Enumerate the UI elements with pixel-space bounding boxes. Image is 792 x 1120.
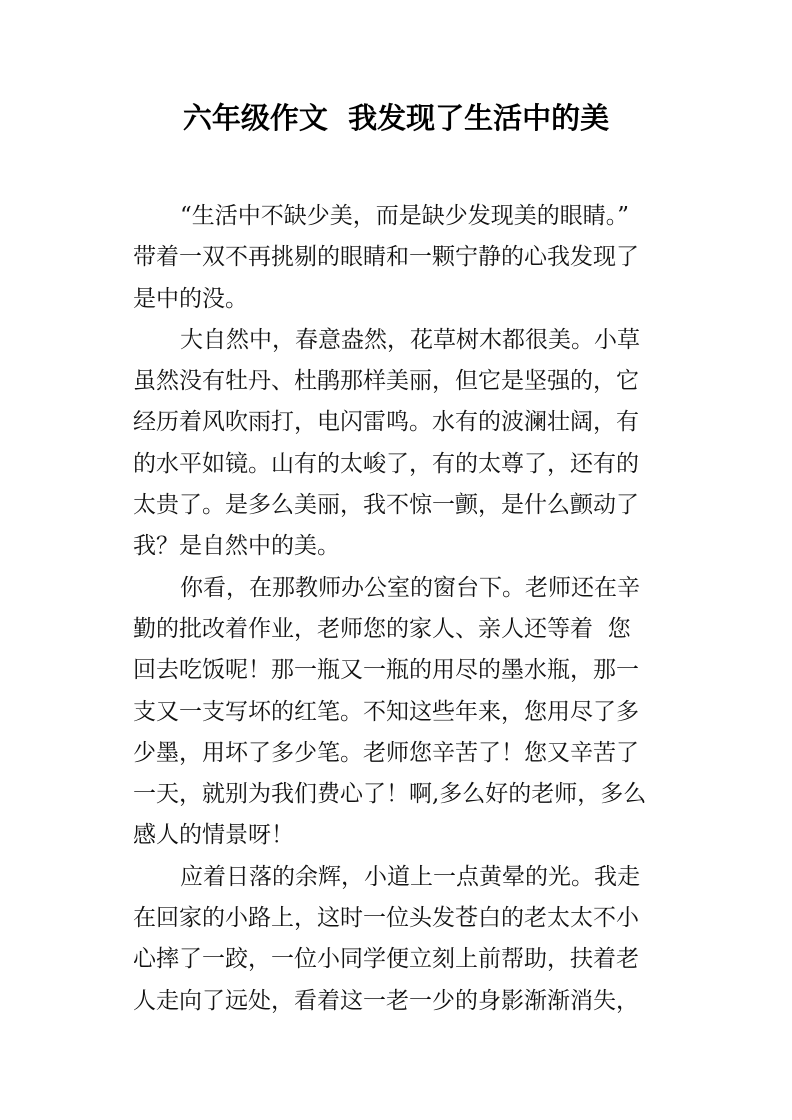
text-line: 大自然中，春意盎然，花草树木都很美。小草	[180, 326, 640, 353]
text-line: 是中的没。	[133, 285, 248, 312]
text-line: 你看，在那教师办公室的窗台下。老师还在辛	[180, 574, 640, 601]
text-line: 人走向了远处，看着这一老一少的身影渐渐消失，	[133, 987, 639, 1014]
paragraph-4	[133, 857, 663, 1022]
text-line: 带着一双不再挑剔的眼睛和一颗宁静的心我发现了	[133, 244, 639, 271]
text-line: 在回家的小路上，这时一位头发苍白的老太太不小	[133, 905, 639, 932]
paragraph-3	[133, 568, 663, 857]
text-line: 太贵了。是多么美丽，我不惊一颤，是什么颤动了	[133, 492, 639, 519]
text-line: 我？是自然中的美。	[133, 533, 340, 560]
text-line: 虽然没有牡丹、杜鹃那样美丽，但它是坚强的，它	[133, 368, 639, 395]
text-line: 回去吃饭呢！那一瓶又一瓶的用尽的墨水瓶，那一	[133, 657, 639, 684]
text-line: 心摔了一跤，一位小同学便立刻上前帮助，扶着老	[133, 946, 639, 973]
paragraph-1	[133, 196, 663, 320]
text-line: 支又一支写坏的红笔。不知这些年来，您用尽了多	[133, 698, 639, 725]
paragraph-2	[133, 320, 663, 568]
text-line: 经历着风吹雨打，电闪雷鸣。水有的波澜壮阔，有	[133, 409, 639, 436]
text-line: 的水平如镜。山有的太峻了，有的太尊了，还有的	[133, 450, 639, 477]
text-line: 感人的情景呀！	[133, 822, 294, 849]
text-line: 一天，就别为我们费心了！啊,多么好的老师，多么	[133, 781, 647, 808]
text-line: “生活中不缺少美，而是缺少发现美的眼睛。”	[180, 203, 630, 229]
text-line: 应着日落的余辉，小道上一点黄晕的光。我走	[180, 863, 640, 890]
text-line: 勤的批改着作业，老师您的家人、亲人还等着 您	[133, 615, 631, 642]
document-title: 六年级作文 我发现了生活中的美	[182, 101, 610, 135]
text-line: 少墨，用坏了多少笔。老师您辛苦了！您又辛苦了	[133, 739, 639, 766]
document-body	[133, 196, 663, 1022]
